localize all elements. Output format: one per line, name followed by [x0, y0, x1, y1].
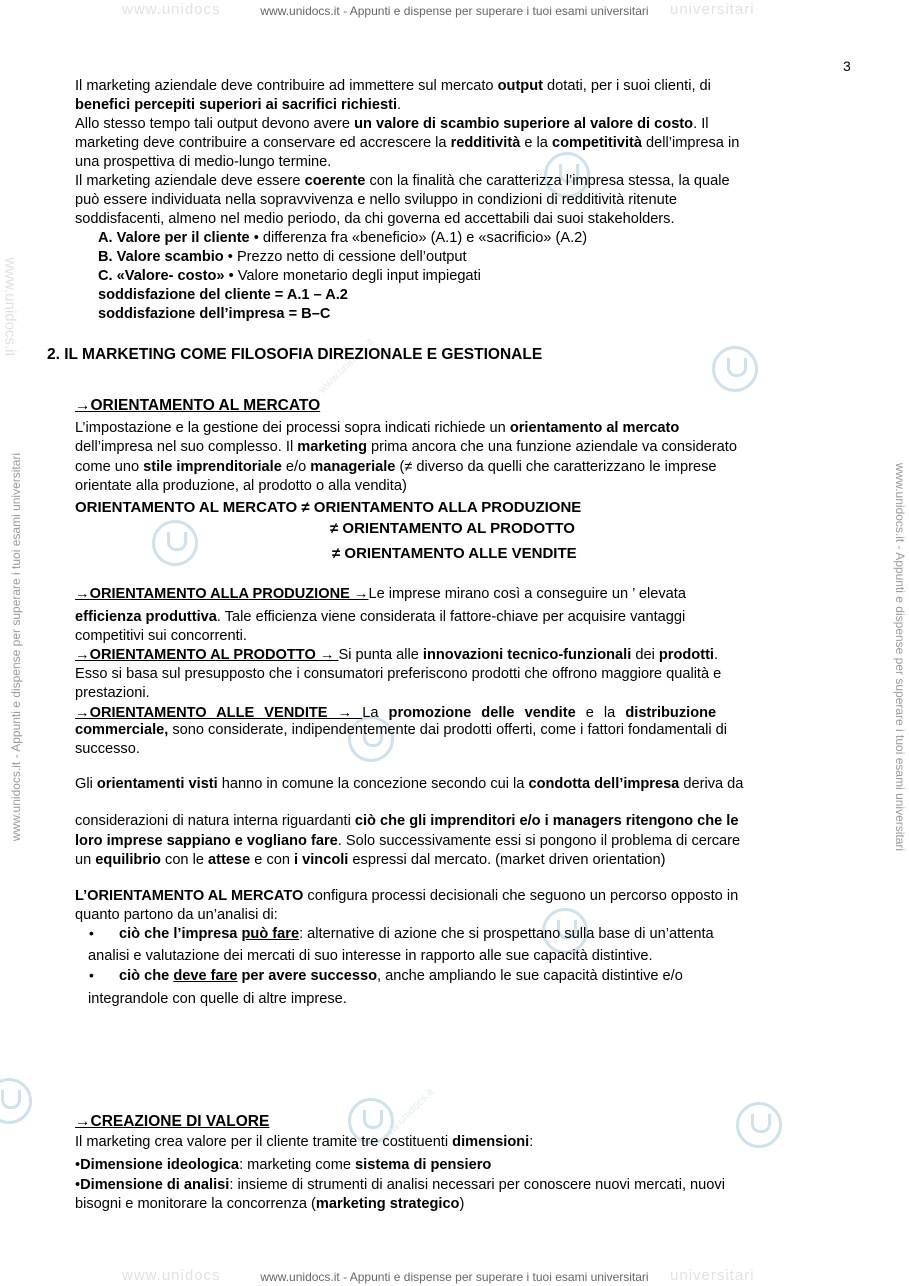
header-ghost-right: universitari [670, 1, 755, 18]
bullet: • [89, 967, 94, 983]
watermark-text: www.unidocs.it [316, 336, 377, 396]
dimension-item: •Dimensione ideologica: marketing come sistema di pensiero [75, 1157, 492, 1173]
paragraph-line: come uno stile imprenditoriale e/o manageriale (≠ diverso da quelli che caratterizzano le imprese [75, 459, 717, 475]
bullet-line: analisi e valutazione dei mercati di suo interesse in rapporto alle sue capacità distintive. [88, 948, 653, 964]
subsection-line: →ORIENTAMENTO ALLE VENDITE → La promozione delle vendite e la distribuzione [75, 705, 717, 721]
paragraph-line: dell’impresa nel suo complesso. Il marketing prima ancora che una funzione aziendale va considerato [75, 439, 737, 455]
paragraph-line: L’ORIENTAMENTO AL MERCATO configura processi decisionali che seguono un percorso opposto in [75, 888, 739, 904]
side-text-left: www.unidocs.it - Appunti e dispense per superare i tuoi esami universitari [9, 452, 23, 842]
paragraph-line: quanto partono da un’analisi di: [75, 907, 278, 923]
watermark-logo-icon [736, 1102, 782, 1148]
page-footer [0, 1267, 909, 1284]
bullet-line: ciò che l’impresa può fare: alternative di azione che si prospettano sulla base di un’attenta [119, 926, 714, 942]
section-title: 2. IL MARKETING COME FILOSOFIA DIREZIONALE E GESTIONALE [47, 346, 543, 363]
watermark-logo-icon [0, 1078, 32, 1124]
value-item-a: A. Valore per il cliente • differenza fra «beneficio» (A.1) e «sacrificio» (A.2) [98, 230, 588, 246]
header-ghost-left: www.unidocs [122, 1, 221, 18]
paragraph-line: L’impostazione e la gestione dei processi sopra indicati richiede un orientamento al mercato [75, 420, 680, 436]
header-text[interactable]: www.unidocs.it - Appunti e dispense per superare i tuoi esami universitari [260, 4, 649, 18]
paragraph-line: Gli orientamenti visti hanno in comune la concezione secondo cui la condotta dell’impresa deriva da [75, 776, 744, 792]
comparison-line: ≠ ORIENTAMENTO AL PRODOTTO [330, 520, 575, 537]
watermark-text: www.unidocs.it [376, 1086, 437, 1146]
paragraph-line: orientate alla produzione, al prodotto o alla vendita) [75, 478, 407, 494]
paragraph-line: Il marketing crea valore per il cliente tramite tre costituenti dimensioni: [75, 1134, 534, 1150]
page-header [0, 1, 909, 18]
comparison-line: ≠ ORIENTAMENTO ALLE VENDITE [332, 545, 577, 562]
intro-line: soddisfacenti, almeno nel medio periodo, da chi governa ed accettabili dai suoi stakeholders. [75, 211, 675, 227]
subsection-heading: →CREAZIONE DI VALORE [75, 1113, 270, 1130]
dimension-item: •Dimensione di analisi: insieme di strumenti di analisi necessari per conoscere nuovi mercati, nuovi [75, 1177, 725, 1193]
subsection-line: →ORIENTAMENTO ALLA PRODUZIONE →Le imprese mirano così a conseguire un ’ elevata [75, 586, 686, 602]
paragraph-line: successo. [75, 741, 140, 757]
paragraph-line: Esso si basa sul presupposto che i consumatori preferiscono prodotti che offrono maggiore qualità e [75, 666, 722, 682]
paragraph-line: prestazioni. [75, 685, 150, 701]
value-item-b: B. Valore scambio • Prezzo netto di cessione dell’output [98, 249, 467, 265]
bullet-line: ciò che deve fare per avere successo, anche ampliando le sue capacità distintive e/o [119, 968, 683, 984]
value-item-c: C. «Valore- costo» • Valore monetario degli input impiegati [98, 268, 481, 284]
side-text-right: www.unidocs.it - Appunti e dispense per superare i tuoi esami universitari [893, 462, 907, 852]
paragraph-line: commerciale, sono considerate, indipendentemente dai prodotti offerti, come i fattori fondamentali di [75, 722, 727, 738]
footer-text[interactable]: www.unidocs.it - Appunti e dispense per superare i tuoi esami universitari [260, 1270, 649, 1284]
intro-line: Allo stesso tempo tali output devono avere un valore di scambio superiore al valore di costo. Il [75, 116, 709, 132]
bullet: • [89, 925, 94, 941]
bullet-line: integrandole con quelle di altre imprese. [88, 991, 347, 1007]
intro-line: benefici percepiti superiori ai sacrifici richiesti. [75, 97, 402, 113]
formula-impresa: soddisfazione dell’impresa = B–C [98, 306, 331, 322]
side-ghost-left: www.unidocs.it [1, 257, 19, 357]
subsection-line: →ORIENTAMENTO AL PRODOTTO → Si punta alle innovazioni tecnico-funzionali dei prodotti. [75, 647, 719, 663]
page-number: 3 [843, 58, 851, 74]
intro-line: una prospettiva di medio-lungo termine. [75, 154, 332, 170]
footer-ghost-left: www.unidocs [122, 1267, 221, 1284]
subsection-heading: →ORIENTAMENTO AL MERCATO [75, 397, 321, 414]
footer-ghost-right: universitari [670, 1267, 755, 1284]
watermark-logo-icon [712, 346, 758, 392]
paragraph-line: loro imprese sappiano e vogliano fare. Solo successivamente essi si pongono il problema di cercare [75, 833, 741, 849]
paragraph-line: bisogni e monitorare la concorrenza (marketing strategico) [75, 1196, 465, 1212]
paragraph-line: considerazioni di natura interna riguardanti ciò che gli imprenditori e/o i managers ritengono che le [75, 813, 739, 829]
paragraph-line: competitivi sui concorrenti. [75, 628, 247, 644]
intro-line: marketing deve contribuire a conservare ed accrescere la redditività e la competitività dell’impresa in [75, 135, 740, 151]
intro-line: Il marketing aziendale deve essere coerente con la finalità che caratterizza l’impresa stessa, la quale [75, 173, 730, 189]
comparison-line: ORIENTAMENTO AL MERCATO ≠ ORIENTAMENTO ALLA PRODUZIONE [75, 499, 582, 516]
intro-line: può essere individuata nella sopravvivenza e nello sviluppo in condizioni di redditività ritenute [75, 192, 677, 208]
formula-cliente: soddisfazione del cliente = A.1 – A.2 [98, 287, 348, 303]
paragraph-line: efficienza produttiva. Tale efficienza viene considerata il fattore-chiave per acquisire vantaggi [75, 609, 686, 625]
watermark-logo-icon [152, 520, 198, 566]
intro-line: Il marketing aziendale deve contribuire ad immettere sul mercato output dotati, per i suoi clienti, di [75, 78, 711, 94]
paragraph-line: un equilibrio con le attese e con i vincoli espressi dal mercato. (market driven orientation) [75, 852, 666, 868]
